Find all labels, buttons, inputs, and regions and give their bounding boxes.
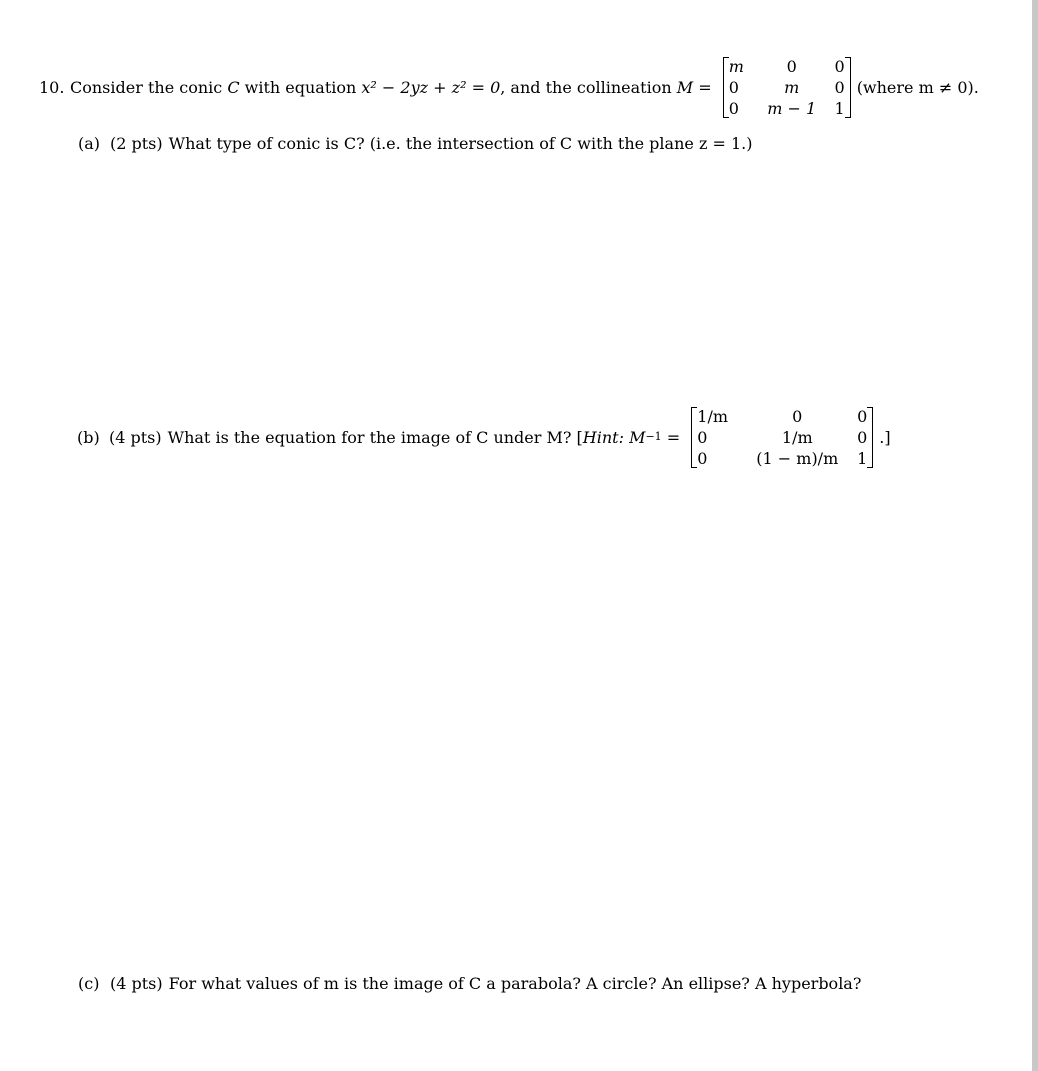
part-b: (b) (4 pts) What is the equation for the image of C under M? [ Hint: M −1 = 1/m 0 0 0 1/m 0 0 (1 − m)/m 1 .] (77, 406, 891, 468)
with-equation-text: with equation (239, 77, 362, 97)
hint-label: Hint: M (582, 427, 646, 447)
hint-equals-sign: = (661, 427, 686, 447)
part-c (78, 972, 861, 994)
matrix-cell: 0 (728, 77, 739, 97)
matrix-cell: 1/m (781, 427, 813, 447)
collineation-matrix (723, 57, 851, 118)
scrollbar[interactable] (1032, 0, 1038, 1071)
matrix-variable: M (676, 77, 694, 97)
part-b-points: (4 pts) (109, 427, 162, 447)
nonzero-condition: (where m ≠ 0). (856, 77, 979, 97)
part-a (78, 132, 752, 154)
matrix-cell: 1 (857, 448, 868, 468)
hint-closing: .] (879, 427, 891, 447)
matrix-cell: 0 (857, 406, 868, 426)
inverse-matrix (691, 407, 873, 468)
problem-number: 10. (39, 77, 65, 97)
matrix-cell: 0 (697, 448, 708, 468)
part-c-question: For what values of m is the image of C a parabola? A circle? An ellipse? A hyperbola? (168, 973, 862, 993)
part-c-points: (4 pts) (110, 973, 163, 993)
part-c-label: (c) (78, 973, 100, 993)
matrix-cell: 0 (792, 406, 803, 426)
matrix-cell: (1 − m)/m (756, 448, 839, 468)
matrix-cell: 0 (697, 427, 708, 447)
part-a-label: (a) (78, 133, 101, 153)
equals-sign: = (693, 77, 717, 97)
part-b-label: (b) (77, 427, 100, 447)
matrix-cell: 1 (834, 98, 845, 118)
conic-equation: x² − 2yz + z² = 0 (361, 77, 501, 97)
matrix-cell: 1/m (697, 406, 729, 426)
collineation-text: , and the collineation (500, 77, 677, 97)
problem-statement (39, 54, 979, 120)
matrix-cell: m − 1 (767, 98, 817, 118)
matrix-cell: 0 (786, 56, 797, 76)
matrix-cell: 0 (834, 77, 845, 97)
part-b-question: What is the equation for the image of C under M? [ (167, 427, 583, 447)
part-a-points: (2 pts) (110, 133, 163, 153)
matrix-cell: 0 (834, 56, 845, 76)
matrix-cell: m (784, 77, 800, 97)
matrix-cell: 0 (857, 427, 868, 447)
part-a-question: What type of conic is C? (i.e. the intersection of C with the plane z = 1.) (168, 133, 753, 153)
matrix-cell: m (728, 56, 744, 76)
matrix-cell: 0 (728, 98, 739, 118)
conic-variable: C (227, 77, 240, 97)
problem-intro: Consider the conic (70, 77, 228, 97)
